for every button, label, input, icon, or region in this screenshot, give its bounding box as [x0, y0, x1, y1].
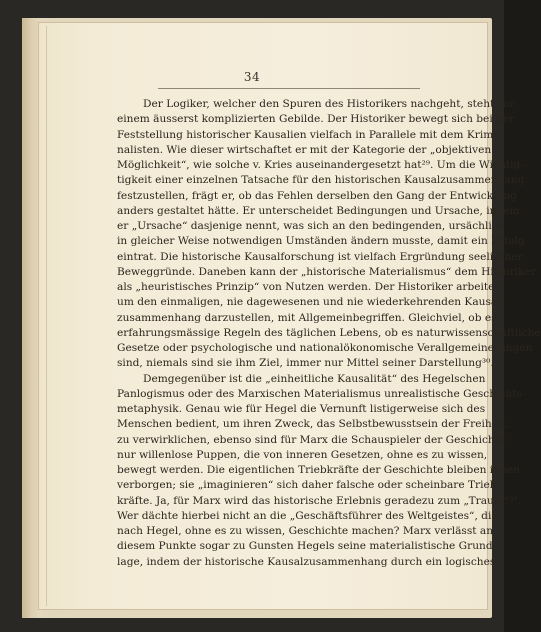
text-line: eintrat. Die historische Kausalforschung ist vielfach Ergründung seelischer [117, 250, 523, 263]
text-line: Möglichkeit“, wie solche v. Kries auseinandergesetzt hat²⁹. Um die Wichtig- [117, 159, 524, 171]
text-line: Panlogismus oder des Marxischen Materialismus unrealistische Geschichts- [117, 387, 526, 400]
text-line: als „heuristisches Prinzip“ von Nutzen werden. Der Historiker arbeitet, [117, 281, 503, 293]
gutter-shadow [46, 26, 47, 606]
text-line: anders gestaltet hätte. Er unterscheidet Bedingungen und Ursache, indem [117, 204, 520, 217]
text-line: Gesetze oder psychologische und nationalökonomische Verallgemeinerungen [117, 342, 533, 354]
header-rule [158, 88, 420, 89]
text-line: er „Ursache“ dasjenige nennt, was sich an den bedingenden, ursächlich [117, 220, 505, 232]
text-line: zu verwirklichen, ebenso sind für Marx die Schauspieler der Geschichte [117, 433, 506, 446]
text-line: verborgen; sie „imaginieren“ sich daher falsche oder scheinbare Trieb- [117, 479, 501, 492]
body-text [117, 97, 541, 570]
text-line: einem äusserst komplizierten Gebilde. Der Historiker bewegt sich bei der [117, 113, 515, 126]
text-line: Der Logiker, welcher den Spuren des Historikers nachgeht, steht vor [143, 98, 516, 110]
text-line: diesem Punkte sogar zu Gunsten Hegels seine materialistische Grund- [117, 540, 497, 553]
text-line: nach Hegel, ohne es zu wissen, Geschichte machen? Marx verlässt an [117, 525, 494, 537]
page-number: 34 [243, 70, 261, 84]
text-line: kräfte. Ja, für Marx wird das historische Erlebnis geradezu zum „Traum“³¹. [117, 494, 522, 507]
text-line: metaphysik. Genau wie für Hegel die Vernunft listigerweise sich des [117, 403, 486, 415]
text-line: in gleicher Weise notwendigen Umständen ändern musste, damit ein Erfolg [117, 235, 525, 248]
text-line: sind, niemals sind sie ihm Ziel, immer nur Mittel seiner Darstellung³⁰. [117, 357, 494, 370]
text-line: lage, indem der historische Kausalzusammenhang durch ein logisches [117, 555, 496, 568]
text-line: Feststellung historischer Kausalien vielfach in Parallele mit dem Krimi- [117, 128, 501, 141]
text-line: Demgegenüber ist die „einheitliche Kausalität“ des Hegelschen [143, 372, 486, 385]
text-line: bewegt werden. Die eigentlichen Triebkräfte der Geschichte bleiben ihnen [117, 464, 520, 476]
text-line: festzustellen, frägt er, ob das Fehlen derselben den Gang der Entwicklung [117, 189, 517, 202]
text-line: um den einmaligen, nie dagewesenen und nie wiederkehrenden Kausal- [117, 296, 505, 309]
text-line: nur willenlose Puppen, die von inneren Gesetzen, ohne es zu wissen, [117, 448, 488, 461]
text-line: Beweggründe. Daneben kann der „historische Materialismus“ dem Historiker [117, 265, 537, 278]
text-line: zusammenhang darzustellen, mit Allgemeinbegriffen. Gleichviel, ob es [117, 311, 497, 324]
text-line: Menschen bedient, um ihren Zweck, das Selbstbewusstsein der Freiheit, [117, 418, 509, 431]
text-line: tigkeit einer einzelnen Tatsache für den historischen Kausalzusammenhang [117, 174, 525, 187]
text-line: Wer dächte hierbei nicht an die „Geschäftsführer des Weltgeistes“, die [117, 509, 498, 522]
text-line: erfahrungsmässige Regeln des täglichen Lebens, ob es naturwissenschaftliche [117, 326, 541, 339]
text-line: nalisten. Wie dieser wirtschaftet er mit der Kategorie der „objektiven [117, 143, 492, 156]
